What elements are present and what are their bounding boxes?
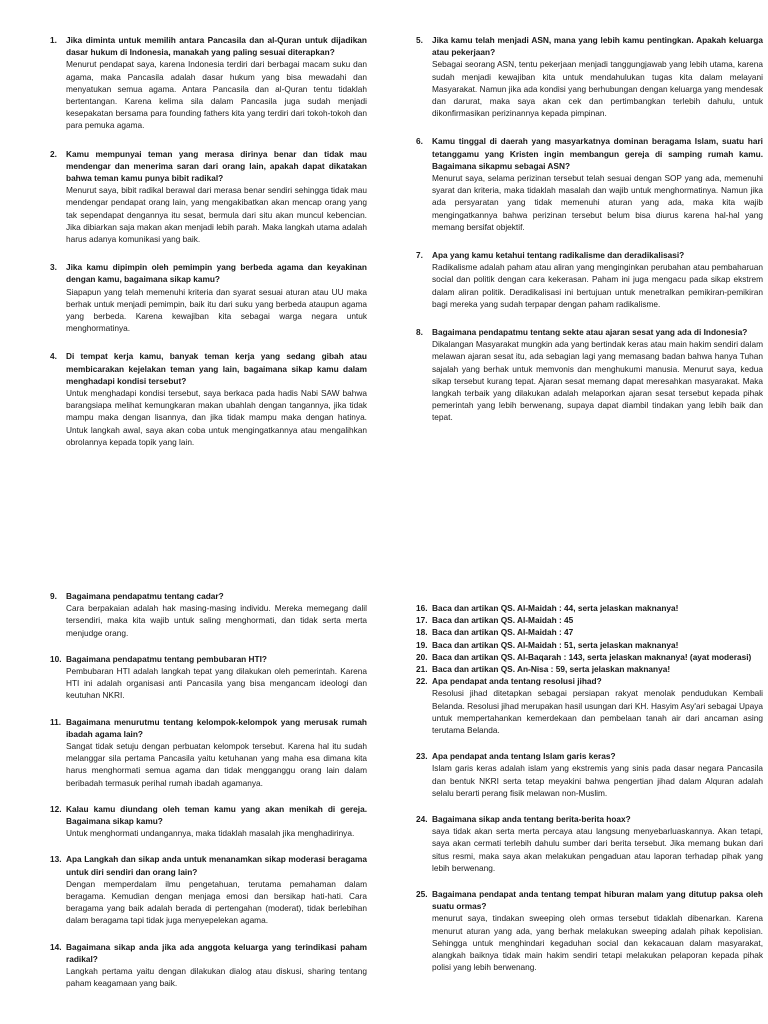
question-number: 10.	[50, 653, 62, 664]
answer-text: Resolusi jihad ditetapkan sebagai persiapan rakyat menolak pendudukan Kembali Belanda. Resolusi jihad merupakan hasil usungan dari KH. Hasyim Asy'ari sebagai Upaya untuk mempertahankan kemerdekaan dan pembelaan tanah air dari ancaman asing terutama Belanda.	[432, 688, 763, 736]
question-text: Apa pendapat anda tentang Islam garis keras?	[432, 751, 616, 762]
question-number: 4.	[50, 351, 57, 362]
question-number: 3.	[50, 262, 57, 273]
question-number: 13.	[50, 854, 62, 865]
question-number: 12.	[50, 803, 62, 814]
question-number: 20.	[416, 651, 428, 662]
question-item	[416, 326, 763, 424]
answer-text: Menurut saya, selama perizinan tersebut telah sesuai dengan SOP yang ada, memenuhi syarat dan kriteria, maka tidaklah masalah dan wajib untuk menghormatinya. Namun jika ada persyaratan yang tidak memenuhi aturan yang ada, maka kita wajib mengingatkannya bahwa perizinan tersebut belum bisa diurus karena hal-hal yang memang bersifat objektif.	[432, 173, 763, 232]
question-text: Kamu mempunyai teman yang merasa dirinya benar dan tidak mau mendengar dan menerima saran dari orang lain, apakah dapat dikatakan bahwa teman kamu punya bibit radikal?	[66, 148, 367, 184]
question-text: Bagaimana pendapatmu tentang sekte atau ajaran sesat yang ada di Indonesia?	[432, 327, 748, 338]
question-text: Bagaimana pendapat anda tentang tempat hiburan malam yang ditutup paksa oleh suatu ormas?	[432, 889, 763, 912]
answer-text: Langkah pertama yaitu dengan dilakukan dialog atau diskusi, sharing tentang paham keagamaan yang baik.	[66, 966, 367, 989]
answer-text: Siapapun yang telah memenuhi kriteria dan syarat sesuai aturan atau UU maka berhak untuk menjadi pemimpin, baik itu dari suku yang berbeda ataupun agama yang berbeda. Karena kewajiban kita sebagai warga negara untuk menghormatinya.	[66, 286, 367, 334]
question-text: Baca dan artikan QS. Al-Maidah : 51, serta jelaskan maknanya!	[432, 639, 679, 650]
question-item	[50, 653, 367, 702]
question-text: Apa Langkah dan sikap anda untuk menanamkan sikap moderasi beragama untuk diri sendiri dan orang lain?	[66, 854, 367, 877]
question-text: Apa pendapat anda tentang resolusi jihad?	[432, 676, 602, 687]
question-item	[416, 602, 763, 614]
question-item	[50, 853, 367, 926]
question-text: Apa yang kamu ketahui tentang radikalisme dan deradikalisasi?	[432, 250, 685, 261]
question-item	[50, 148, 367, 246]
question-text: Bagaimana menurutmu tentang kelompok-kelompok yang merusak rumah ibadah agama lain?	[66, 716, 367, 739]
question-item	[50, 261, 367, 334]
answer-text: Sangat tidak setuju dengan perbuatan kelompok tersebut. Karena hal itu sudah melanggar sila pertama Pancasila yaitu ketuhanan yang maha esa dimana kita harus menghormati semua agama dan tidak mengganggu orang lain dalam beribadah termasuk perihal rumah ibadah agamanya.	[66, 741, 367, 788]
question-item	[50, 941, 367, 990]
column-left	[50, 34, 367, 464]
question-text: Baca dan artikan QS. An-Nisa : 59, serta jelaskan maknanya!	[432, 664, 671, 675]
question-number: 8.	[416, 327, 423, 338]
question-item	[50, 590, 367, 639]
question-number: 25.	[416, 889, 428, 900]
answer-text: Untuk menghormati undangannya, maka tidaklah masalah jika menghadirinya.	[66, 828, 355, 839]
question-number: 19.	[416, 639, 428, 650]
question-item	[416, 249, 763, 310]
question-item	[416, 663, 763, 675]
page-bottom	[0, 585, 768, 1024]
question-text: Jika kamu dipimpin oleh pemimpin yang berbeda agama dan keyakinan dengan kamu, bagaimana sikap kamu?	[66, 262, 367, 285]
question-text: Jika diminta untuk memilih antara Pancasila dan al-Quran untuk dijadikan dasar hukum di Indonesia, manakah yang paling sesuai diterapkan?	[66, 35, 367, 58]
question-item	[50, 716, 367, 789]
question-text: Kamu tinggal di daerah yang masyarkatnya dominan beragama Islam, suatu hari tetanggamu yang Kristen ingin membangun gereja di samping rumah kamu. Bagaimana sikapmu sebagai ASN?	[432, 136, 763, 171]
column-left	[50, 590, 367, 1003]
answer-text: Untuk menghadapi kondisi tersebut, saya berkaca pada hadis Nabi SAW bahwa barangsiapa melihat kemungkaran makan ubahlah dengan tangannya, jika tidak mampu maka dengan lisannya, dan jika tidak mampu maka dengan hatinya. Untuk langkah awal, saya akan coba untuk mengingatkannya atau mengalihkan obrolannya kepada topik yang lain.	[66, 388, 367, 447]
question-text: Baca dan artikan QS. Al-Maidah : 45	[432, 615, 574, 626]
question-number: 1.	[50, 35, 57, 45]
question-number: 21.	[416, 664, 428, 675]
question-text: Di tempat kerja kamu, banyak teman kerja yang sedang gibah atau membicarakan kejelakan teman yang lain, bagaimana sikap kamu dalam menghadapi kondisi tersebut?	[66, 351, 367, 386]
question-number: 11.	[50, 716, 62, 727]
question-item	[416, 750, 763, 799]
question-number: 18.	[416, 627, 428, 638]
question-number: 16.	[416, 603, 428, 613]
question-item	[416, 639, 763, 651]
question-text: Baca dan artikan QS. Al-Maidah : 44, serta jelaskan maknanya!	[432, 603, 679, 613]
question-text: Bagaimana pendapatmu tentang cadar?	[66, 591, 224, 601]
answer-text: Menurut saya, bibit radikal berawal dari merasa benar sendiri sehingga tidak mau mendengar pendapat orang lain, yang mengakibatkan akan mencap orang yang tak sependapat dengannya itu sesat, bermula dari situ akan muncul kebencian. Jika dibiarkan saja makan akan menjadi lebih parah. Maka langkah utama adalah harus adanya komunikasi yang baik.	[66, 185, 367, 245]
question-number: 14.	[50, 941, 62, 952]
question-text: Bagaimana sikap anda jika ada anggota keluarga yang terindikasi paham radikal?	[66, 941, 367, 964]
question-text: Baca dan artikan QS. Al-Baqarah : 143, serta jelaskan maknanya! (ayat moderasi)	[432, 651, 752, 662]
question-item	[50, 350, 367, 448]
column-right	[416, 602, 763, 987]
question-number: 2.	[50, 148, 57, 159]
question-text: Bagaimana sikap anda tentang berita-berita hoax?	[432, 814, 631, 825]
answer-text: Menurut pendapat saya, karena Indonesia terdiri dari berbagai macam suku dan agama, maka Pancasila adalah dasar hukum yang bisa mewadahi dan menyatukan semua agama. Antara Pancasila dan al-Quran tentu tidaklah bertentangan. Karena kelima sila dalam Pancasila juga sudah menjadi kesepakatan bersama para founding fathers kita yang terdiri dari tokoh-tokoh dan para pemuka agama.	[66, 59, 367, 131]
answer-text: menurut saya, tindakan sweeping oleh ormas tersebut tidaklah dibenarkan. Karena menurut aturan yang ada, yang berhak melakukan sweeping adalah pihak kepolisian. Sehingga untuk menghindari kegaduhan social dan kekacauan dalam masyarakat, alangkah baiknya tidak main hakim sendiri tetapi melakukan pelaporan kepada pihak polisi yang lebih berwenang.	[432, 913, 763, 973]
column-right	[416, 34, 763, 440]
answer-text: Cara berpakaian adalah hak masing-masing individu. Mereka memegang dalil tersendiri, maka kita wajib untuk saling menghormati, dan tidak serta merta menjudge orang.	[66, 603, 367, 638]
question-number: 9.	[50, 591, 57, 601]
answer-text: Dengan memperdalam ilmu pengetahuan, terutama pemahaman dalam beragama. Kemudian dengan menjaga emosi dan bersikap hati-hati. Cara beragama yang baik adalah berada di pertengahan (moderat), tidak berlebihan dalam beragama tapi tidak juga menyepelekan agama.	[66, 878, 367, 926]
question-text: Baca dan artikan QS. Al-Maidah : 47	[432, 627, 574, 638]
question-number: 22.	[416, 676, 428, 687]
question-item	[416, 888, 763, 973]
question-item	[416, 626, 763, 638]
question-item	[50, 803, 367, 840]
answer-text: Dikalangan Masyarakat mungkin ada yang bertindak keras atau main hakim sendiri dalam melawan ajaran sesat itu, ada sebagian lagi yang memasang badan bahwa hanya Tuhan sajalah yang berhak untuk memvonis dan menghukumi manusia. Menurut saya, kedua sikap tersebut kurang tepat. Ajaran sesat memang dapat meresahkan masyarakat. Maka langkah terbaik yang dilakukan adalah melaporkan ajaran sesat tersebut kepada pihak pemerintah yang lebih berwenang, supaya dapat diambil tindakan yang lebih baik dan tepat.	[432, 339, 763, 423]
question-number: 5.	[416, 35, 423, 45]
question-item	[416, 813, 763, 874]
question-item	[416, 34, 763, 119]
answer-text: Sebagai seorang ASN, tentu pekerjaan menjadi tanggungjawab yang lebih utama, karena sudah menjadi kewajiban kita untuk mendahulukan tugas kita dalam melayani Masyarakat. Namun jika ada kondisi yang berhubungan dengan keluarga yang mendesak dan darurat, maka saya akan cek dan pertimbangkan terlebih dahulu, untuk dikonfirmasikan perizinannya kepada pimpinan.	[432, 59, 763, 119]
question-text: Bagaimana pendapatmu tentang pembubaran HTI?	[66, 653, 267, 664]
answer-text: Pembubaran HTI adalah langkah tepat yang dilakukan oleh pemerintah. Karena HTI ini adalah organisasi anti Pancasila yang bisa mengancam ideologi dan keutuhan NKRI.	[66, 666, 367, 701]
answer-text: saya tidak akan serta merta percaya atau langsung menyebarluaskannya. Akan tetapi, saya akan cermati terlebih dahulu sumber dari berita tersebut. Jika memang bukan dari situs resmi, maka saya akan melakukan pengaduan atau laporan terhadap pihak yang lebih berwenang.	[432, 826, 763, 873]
question-number: 23.	[416, 751, 428, 762]
question-text: Jika kamu telah menjadi ASN, mana yang lebih kamu pentingkan. Apakah keluarga atau pekerjaan?	[432, 35, 763, 58]
question-item	[416, 651, 763, 663]
question-number: 24.	[416, 814, 428, 825]
question-item	[416, 614, 763, 626]
question-item	[416, 135, 763, 233]
question-item	[416, 675, 763, 736]
question-number: 7.	[416, 250, 423, 261]
question-number: 17.	[416, 615, 428, 626]
answer-text: Radikalisme adalah paham atau aliran yang menginginkan perubahan atau pembaharuan social dan politik dengan cara kekerasan. Paham ini juga mengacu pada sikap ekstrem dalam aliran politik. Deradikalisasi ini bertujuan untuk menetralkan pemikiran-pemikiran bagi mereka yang sudah terpapar dengan paham radikalisme.	[432, 262, 763, 309]
answer-text: Islam garis keras adalah islam yang ekstremis yang sinis pada dasar negara Pancasila dan bentuk NKRI serta tetap meyakini bahwa pengertian jihad dalam Alquran adalah selalu berarti perang fisik melawan non-Muslim.	[432, 763, 763, 798]
question-number: 6.	[416, 136, 423, 147]
question-item	[50, 34, 367, 132]
question-text: Kalau kamu diundang oleh teman kamu yang akan menikah di gereja. Bagaimana sikap kamu?	[66, 803, 367, 827]
